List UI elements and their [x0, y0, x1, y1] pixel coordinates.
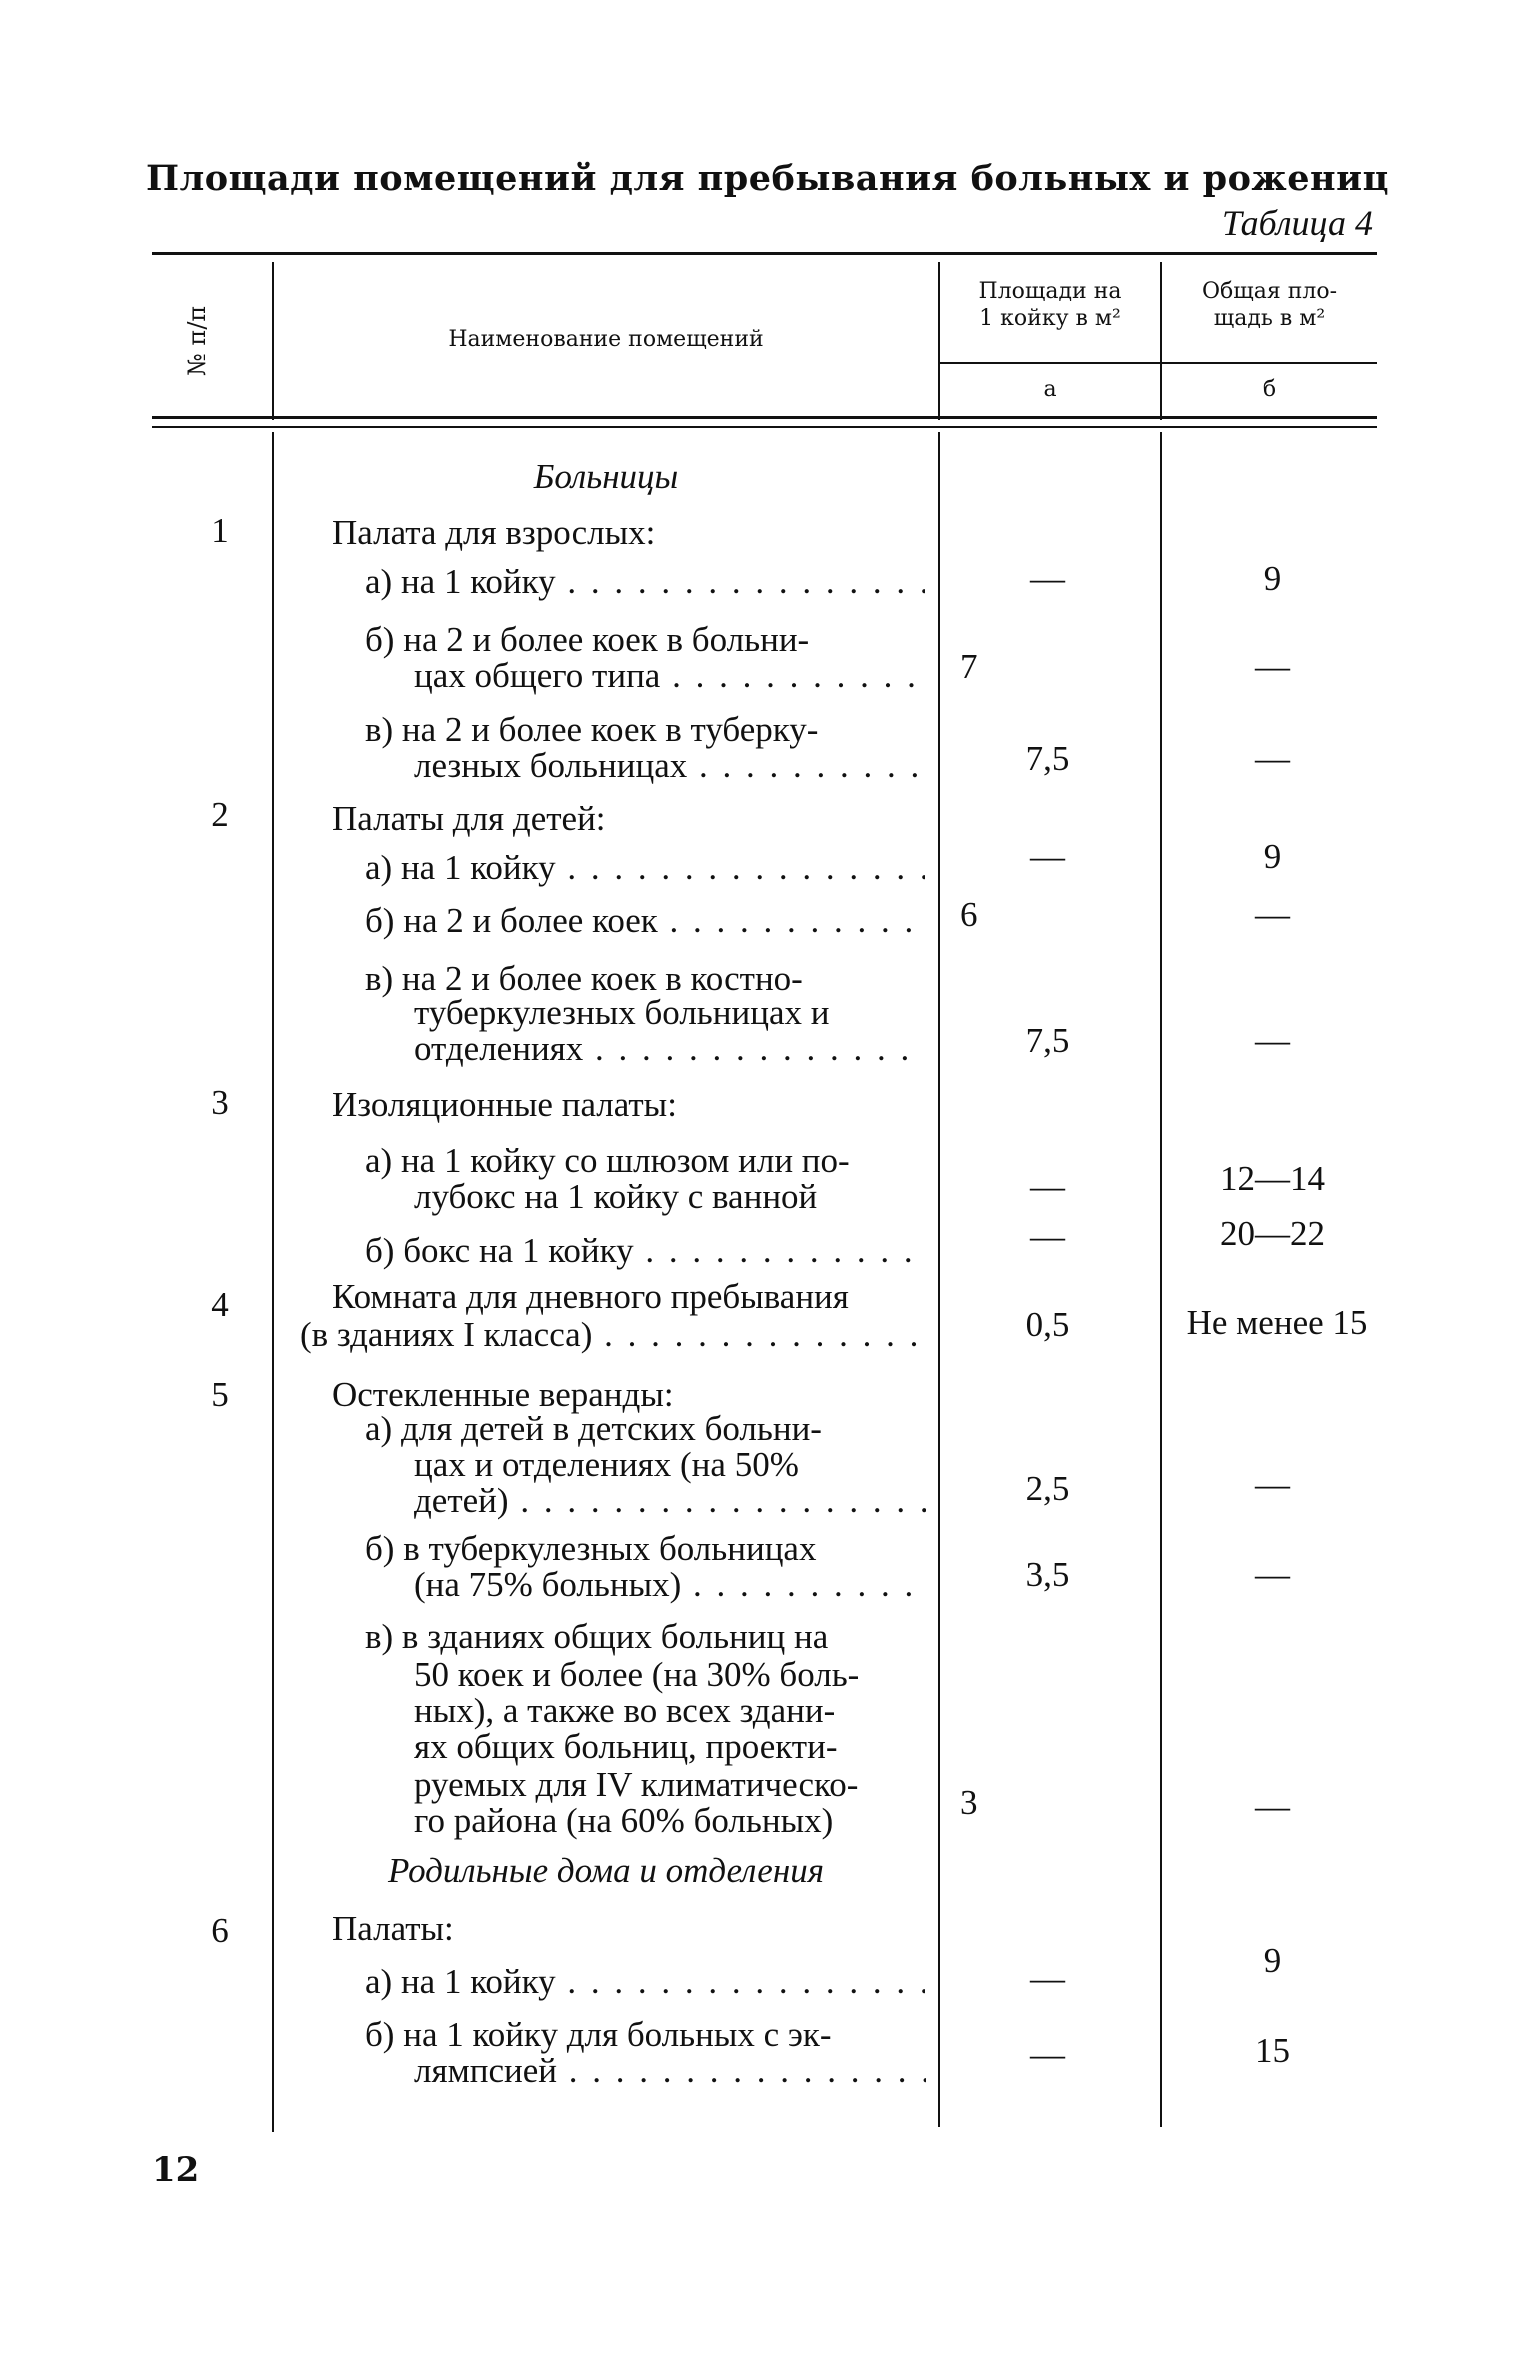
row-name-text: б) бокс на 1 койку . . . — [365, 1232, 925, 1270]
header-bottom-rule — [152, 416, 1377, 419]
header-col-b-line2: щадь в м² — [1213, 306, 1326, 331]
row-name — [365, 1232, 925, 1270]
value-a: — — [1030, 1959, 1065, 1998]
value-a: 7,5 — [1025, 739, 1070, 778]
row-name: в) на 2 и более коек в костно- — [365, 959, 803, 998]
row-name: Изоляционные палаты: — [332, 1085, 677, 1124]
row-name: цах и отделениях (на 50% — [414, 1445, 799, 1484]
value-a: 2,5 — [1025, 1469, 1070, 1508]
row-name: туберкулезных больницах и — [414, 993, 830, 1032]
row-name — [414, 747, 926, 785]
header-col-b-line1: Общая пло- — [1201, 279, 1338, 304]
row-name: Остекленные веранды: — [332, 1375, 674, 1414]
row-number: 6 — [211, 1911, 229, 1950]
row-name-text: (в зданиях I класса) . . . — [300, 1316, 926, 1354]
row-name-text: а) на 1 койку . . . — [365, 849, 925, 887]
row-name — [300, 1316, 900, 1354]
header-sub-rule — [940, 362, 1377, 364]
value-a: 7 — [960, 647, 978, 686]
row-name-text: б) на 2 и более коек . . . — [365, 902, 925, 940]
value-b: 9 — [1263, 1941, 1282, 1980]
value-a: 7,5 — [1025, 1021, 1070, 1060]
row-name-text: цах общего типа . . . — [414, 657, 926, 695]
col-divider-a-body — [1160, 432, 1162, 2127]
row-name: а) на 1 койку со шлюзом или по- — [365, 1141, 850, 1180]
header-num: № п/п — [183, 305, 211, 376]
value-a: — — [1030, 1167, 1065, 1206]
row-name: руемых для IV климатическо- — [414, 1765, 859, 1804]
row-name — [365, 902, 925, 940]
page-number: 12 — [152, 2150, 200, 2190]
row-name: Палата для взрослых: — [332, 513, 656, 552]
value-a: 0,5 — [1025, 1305, 1070, 1344]
row-name: го района (на 60% больных) — [414, 1801, 834, 1840]
row-name — [414, 1030, 926, 1068]
value-a: — — [1030, 2035, 1065, 2074]
row-name-text: а) на 1 койку . . . — [365, 1963, 925, 2001]
value-a: — — [1030, 837, 1065, 876]
row-name: в) в зданиях общих больниц на — [365, 1617, 829, 1656]
row-name-text: лезных больницах . . . — [414, 747, 926, 785]
row-number: 5 — [211, 1375, 229, 1414]
value-b: 15 — [1255, 2031, 1290, 2070]
value-b: — — [1255, 647, 1290, 686]
row-name — [414, 657, 926, 695]
row-name-text: детей) . . . — [414, 1482, 926, 1520]
header-col-b-letter: б — [1262, 377, 1277, 402]
row-name: ных), а также во всех здани- — [414, 1691, 836, 1730]
value-a: — — [1030, 1217, 1065, 1256]
table-top-rule — [152, 252, 1377, 255]
row-name: б) на 2 и более коек в больни- — [365, 620, 810, 659]
header-col-a-line1: Площади на — [978, 279, 1122, 304]
value-b: 9 — [1263, 837, 1282, 876]
value-b: 9 — [1263, 559, 1282, 598]
header-col-a-letter: а — [1043, 377, 1057, 402]
row-name: 50 коек и более (на 30% боль- — [414, 1655, 860, 1694]
value-a: 6 — [960, 895, 978, 934]
value-b: 20—22 — [1220, 1214, 1325, 1253]
row-name — [365, 849, 925, 887]
value-b: — — [1255, 1465, 1290, 1504]
value-a: 3 — [960, 1783, 978, 1822]
header-col-a-line2: 1 койку в м² — [979, 306, 1121, 331]
row-name: лубокс на 1 койку с ванной — [414, 1177, 818, 1216]
row-name: Палаты для детей: — [332, 799, 606, 838]
row-name — [414, 1482, 926, 1520]
row-number: 4 — [211, 1285, 229, 1324]
value-a: — — [1030, 559, 1065, 598]
row-name — [414, 1566, 926, 1604]
body-top-rule — [152, 426, 1377, 428]
page-title: Площади помещений для пребывания больных и рожениц — [146, 158, 1389, 199]
row-name: Комната для дневного пребывания — [332, 1277, 849, 1316]
row-name: в) на 2 и более коек в туберку- — [365, 710, 819, 749]
row-name-text: (на 75% больных) . . . — [414, 1566, 926, 1604]
row-name: Палаты: — [332, 1909, 454, 1948]
row-name: ях общих больниц, проекти- — [414, 1727, 838, 1766]
value-b: — — [1255, 895, 1290, 934]
row-name — [365, 563, 925, 601]
row-name — [414, 2052, 926, 2090]
row-name — [365, 1963, 925, 2001]
row-name: б) на 1 койку для больных с эк- — [365, 2015, 832, 2054]
row-number: 2 — [211, 795, 229, 834]
value-b: — — [1255, 1787, 1290, 1826]
value-b: Не менее 15 — [1186, 1303, 1368, 1342]
value-b: — — [1255, 1555, 1290, 1594]
row-name-text: отделениях . . . — [414, 1030, 926, 1068]
value-b: — — [1255, 1021, 1290, 1060]
row-name: а) для детей в детских больни- — [365, 1409, 822, 1448]
row-number: 3 — [211, 1083, 229, 1122]
row-name-text: а) на 1 койку . . . — [365, 563, 925, 601]
row-name-text: лямпсией . . . — [414, 2052, 926, 2090]
section-maternity: Родильные дома и отделения — [388, 1851, 824, 1890]
header-name: Наименование помещений — [448, 327, 764, 352]
col-divider-name-body — [938, 432, 940, 2127]
value-b: — — [1255, 739, 1290, 778]
value-a: 3,5 — [1025, 1555, 1070, 1594]
section-hospitals: Больницы — [533, 457, 679, 496]
row-number: 1 — [211, 511, 229, 550]
value-b: 12—14 — [1220, 1159, 1325, 1198]
table-label: Таблица 4 — [1221, 203, 1373, 243]
row-name: б) в туберкулезных больницах — [365, 1529, 817, 1568]
